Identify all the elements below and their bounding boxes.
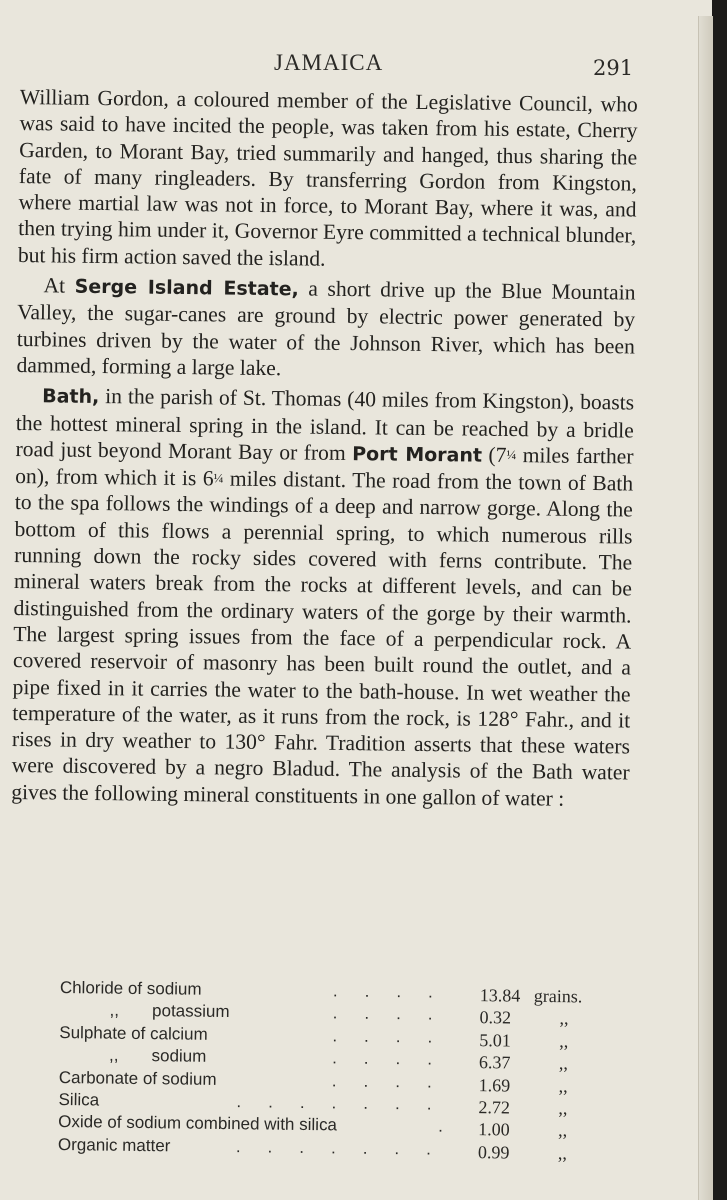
page-edge bbox=[698, 16, 713, 1200]
text-run: a short drive up the Blue Mountain Valley, the sugar-canes are ground by electric power generated by turbines driven by the water of the Johnson River, which has been dammed, forming a large lake. bbox=[16, 276, 636, 381]
constituent-amount: 0.32 bbox=[479, 1007, 512, 1028]
constituent-name: ,, potassium bbox=[109, 1000, 230, 1022]
constituent-unit: ,, bbox=[558, 1075, 568, 1096]
constituent-name: Silica bbox=[58, 1089, 100, 1110]
running-header bbox=[0, 48, 700, 82]
constituent-amount: 1.00 bbox=[478, 1119, 510, 1140]
bold-place-name: Port Morant bbox=[352, 442, 483, 467]
text-run: miles farther on), from which it is 6 bbox=[15, 442, 634, 491]
constituent-amount: 5.01 bbox=[479, 1029, 511, 1051]
constituent-unit: ,, bbox=[559, 1030, 569, 1051]
constituent-unit: grains. bbox=[533, 985, 583, 1007]
constituent-name: Chloride of sodium bbox=[59, 978, 202, 999]
dot-leader: ....... bbox=[236, 1092, 459, 1114]
constituent-name: Sulphate of calcium bbox=[59, 1022, 208, 1044]
constituent-amount: 0.99 bbox=[477, 1141, 510, 1163]
text-run: (7 bbox=[481, 442, 507, 467]
dot-leader: .... bbox=[332, 1048, 460, 1070]
constituent-unit: ,, bbox=[558, 1053, 569, 1074]
constituent-amount: 13.84 bbox=[479, 985, 521, 1006]
constituent-name: Oxide of sodium combined with silica bbox=[58, 1112, 338, 1135]
bold-place-name: Bath, bbox=[42, 385, 100, 409]
dot-leader: ....... bbox=[235, 1136, 459, 1159]
body-text bbox=[11, 84, 638, 813]
text-run: William Gordon, a coloured member of the Legislative Council, who was said to have incited the people, was taken from his estate, Cherry Garden, to Morant Bay, tried summarily and hanged, thus sharing the fate of many ringleaders. By transferring Gordon from Kingston, where martial law was not in force, to Morant Bay, where it was, and then trying him under it, Governor Eyre committed a technical blunder, but his firm action saved the island. bbox=[17, 84, 638, 271]
constituent-amount: 6.37 bbox=[478, 1052, 511, 1073]
fraction: ¼ bbox=[506, 446, 517, 462]
page-number: 291 bbox=[593, 56, 634, 80]
constituent-name: Organic matter bbox=[57, 1134, 171, 1156]
paragraph bbox=[11, 382, 634, 812]
constituent-amount: 1.69 bbox=[478, 1074, 511, 1096]
text-run: in the parish of St. Thomas (40 miles from Kingston), boasts the hottest mineral spring in the island. It can be reached by a bridle road just beyond Morant Bay or from bbox=[15, 384, 635, 465]
bold-place-name: Serge Island Estate, bbox=[74, 275, 299, 301]
dot-leader: .... bbox=[332, 1003, 460, 1025]
constituent-unit: ,, bbox=[558, 1120, 568, 1141]
text-run: At bbox=[43, 273, 75, 298]
paragraph bbox=[16, 272, 635, 386]
running-title: JAMAICA bbox=[274, 50, 384, 75]
constituent-amount: 2.72 bbox=[478, 1097, 511, 1118]
paragraph bbox=[18, 84, 638, 276]
mineral-analysis-table bbox=[58, 978, 620, 1164]
constituent-name: ,, sodium bbox=[108, 1045, 207, 1066]
constituent-unit: ,, bbox=[558, 1098, 568, 1119]
constituent-unit: ,, bbox=[557, 1142, 568, 1163]
constituent-unit: ,, bbox=[559, 1008, 569, 1029]
fraction: ¼ bbox=[213, 470, 224, 486]
text-run: miles distant. The road from the town of Bath to the spa follows the windings of a deep and narrow gorge. Along the bottom of this flows a perennial spring, to which numerous rills running down the rocky sides covered with ferns contribute. The mineral waters break from the rocks at different levels, and can be distinguished from the ordinary waters of the gorge by their warmth. The largest spring issues from the face of a perpendicular rock. A covered reservoir of masonry has been built round the outlet, and a pipe fixed in it carries the water to the bath-house. In wet weather the temperature of the water, as it runs from the rock, is 128° Fahr., and it rises in dry weather to 130° Fahr. Tradition asserts that these waters were discovered by a negro Bladud. The analysis of the Bath water gives the following mineral constituents in one gallon of water : bbox=[11, 466, 634, 811]
dot-leader: .... bbox=[331, 1070, 459, 1092]
dot-leader: .... bbox=[332, 981, 460, 1002]
dot-leader: .... bbox=[332, 1026, 460, 1047]
dot-leader: . bbox=[438, 1116, 471, 1137]
constituent-name: Carbonate of sodium bbox=[58, 1067, 217, 1089]
